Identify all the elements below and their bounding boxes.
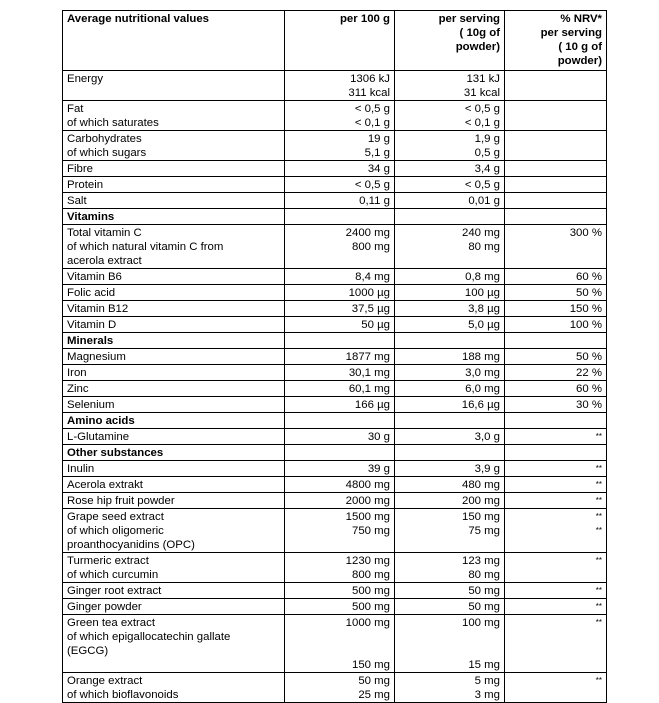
cell-line: Fibre xyxy=(67,163,93,175)
cell-line xyxy=(509,132,602,146)
cell-line: 3,0 g xyxy=(474,431,500,443)
cell-line: Vitamin D xyxy=(67,319,117,331)
per-100g-cell xyxy=(285,599,395,615)
empty-cell xyxy=(285,209,395,225)
cell-line: 3,0 mg xyxy=(465,367,500,379)
cell-line: ** xyxy=(595,586,602,595)
cell-line xyxy=(289,644,390,658)
cell-line: 800 mg xyxy=(352,241,390,253)
per-serving-cell xyxy=(395,429,505,445)
nutrition-table xyxy=(62,10,607,703)
cell-line: ** xyxy=(595,556,602,565)
per-100g-cell xyxy=(285,71,395,101)
cell-line: Selenium xyxy=(67,399,115,411)
cell-line: Carbohydrates xyxy=(67,133,142,145)
cell-line: of which curcumin xyxy=(67,569,159,581)
cell-line: 60,1 mg xyxy=(348,383,390,395)
per-100g-cell xyxy=(285,301,395,317)
cell-line: 80 mg xyxy=(468,569,500,581)
nutrient-name-cell xyxy=(63,317,285,333)
section-heading: Amino acids xyxy=(63,413,285,429)
cell-line: 300 % xyxy=(569,227,602,239)
nutrient-row xyxy=(63,583,607,599)
cell-line: Folic acid xyxy=(67,287,116,299)
nrv-cell xyxy=(505,509,607,553)
header-line: powder) xyxy=(455,41,500,53)
empty-cell xyxy=(395,445,505,461)
per-serving-cell xyxy=(395,477,505,493)
per-100g-cell xyxy=(285,381,395,397)
cell-line: Turmeric extract xyxy=(67,555,149,567)
header-line: ( 10 g of xyxy=(558,41,602,53)
cell-line: 31 kcal xyxy=(463,87,500,99)
empty-cell xyxy=(395,413,505,429)
nutrient-row xyxy=(63,301,607,317)
header-line: per serving xyxy=(540,27,602,39)
cell-line: Iron xyxy=(67,367,87,379)
nutrient-name-cell xyxy=(63,553,285,583)
cell-line: Magnesium xyxy=(67,351,126,363)
nrv-cell xyxy=(505,583,607,599)
cell-line: < 0,1 g xyxy=(464,117,500,129)
nrv-cell xyxy=(505,101,607,131)
cell-line: 60 % xyxy=(576,383,602,395)
nutrient-name-cell xyxy=(63,429,285,445)
nutrient-name-cell xyxy=(63,477,285,493)
per-serving-cell xyxy=(395,349,505,365)
per-serving-cell xyxy=(395,615,505,673)
nutrient-name-cell xyxy=(63,615,285,673)
cell-line: of which sugars xyxy=(67,147,147,159)
per-100g-cell xyxy=(285,269,395,285)
nutrient-name-cell xyxy=(63,461,285,477)
cell-line: 150 mg xyxy=(352,659,390,671)
nutrient-name-cell xyxy=(63,161,285,177)
cell-line: 50 % xyxy=(576,351,602,363)
per-100g-cell xyxy=(285,553,395,583)
per-100g-cell xyxy=(285,477,395,493)
nutrient-name-cell xyxy=(63,131,285,161)
nutrient-row xyxy=(63,285,607,301)
cell-line: Rose hip fruit powder xyxy=(67,495,175,507)
nutrient-row xyxy=(63,429,607,445)
nutrient-row xyxy=(63,225,607,269)
cell-line: 500 mg xyxy=(352,585,390,597)
per-100g-cell xyxy=(285,101,395,131)
section-heading: Minerals xyxy=(63,333,285,349)
per-100g-cell xyxy=(285,193,395,209)
cell-line xyxy=(509,102,602,116)
nrv-cell xyxy=(505,131,607,161)
cell-line: < 0,1 g xyxy=(354,117,390,129)
per-serving-cell xyxy=(395,509,505,553)
header-per-100g: per 100 g xyxy=(285,11,395,71)
nutrient-row xyxy=(63,131,607,161)
empty-cell xyxy=(505,413,607,429)
per-serving-cell xyxy=(395,381,505,397)
empty-cell xyxy=(395,333,505,349)
nrv-cell xyxy=(505,553,607,583)
cell-line: 800 mg xyxy=(352,569,390,581)
per-serving-cell xyxy=(395,301,505,317)
cell-line: 15 mg xyxy=(468,659,500,671)
nutrient-row xyxy=(63,553,607,583)
nrv-cell xyxy=(505,161,607,177)
cell-line: 0,5 g xyxy=(474,147,500,159)
cell-line: Orange extract xyxy=(67,675,143,687)
cell-line: ** xyxy=(595,526,602,535)
per-serving-cell xyxy=(395,71,505,101)
nrv-cell xyxy=(505,71,607,101)
cell-line: of which saturates xyxy=(67,117,159,129)
nrv-cell xyxy=(505,285,607,301)
nrv-cell xyxy=(505,615,607,673)
nutrition-table-body xyxy=(63,71,607,703)
cell-line: 39 g xyxy=(367,463,390,475)
nutrient-name-cell xyxy=(63,269,285,285)
cell-line: 50 mg xyxy=(468,601,500,613)
empty-cell xyxy=(395,209,505,225)
cell-line: of which natural vitamin C from xyxy=(67,241,224,253)
nutrient-name-cell xyxy=(63,509,285,553)
nutrient-row xyxy=(63,673,607,703)
per-serving-cell xyxy=(395,317,505,333)
cell-line: 75 mg xyxy=(468,525,500,537)
nutrient-row xyxy=(63,269,607,285)
per-100g-cell xyxy=(285,365,395,381)
cell-line: 1000 mg xyxy=(345,617,390,629)
empty-cell xyxy=(285,445,395,461)
cell-line: 60 % xyxy=(576,271,602,283)
nutrient-row xyxy=(63,397,607,413)
empty-cell xyxy=(505,445,607,461)
nutrient-name-cell xyxy=(63,301,285,317)
cell-line: < 0,5 g xyxy=(354,179,390,191)
per-serving-cell xyxy=(395,285,505,301)
header-nutrient: Average nutritional values xyxy=(63,11,285,71)
cell-line: 5,0 µg xyxy=(468,319,500,331)
nutrient-row xyxy=(63,71,607,101)
per-serving-cell xyxy=(395,397,505,413)
nrv-cell xyxy=(505,397,607,413)
cell-line: Vitamin B12 xyxy=(67,303,129,315)
nutrient-name-cell xyxy=(63,493,285,509)
cell-line: 3 mg xyxy=(474,689,500,701)
cell-line: 100 % xyxy=(569,319,602,331)
cell-line: 50 mg xyxy=(358,675,390,687)
nrv-cell xyxy=(505,317,607,333)
per-100g-cell xyxy=(285,583,395,599)
cell-line: ** xyxy=(595,480,602,489)
nutrient-row xyxy=(63,317,607,333)
cell-line: 123 mg xyxy=(462,555,500,567)
nutrient-name-cell xyxy=(63,193,285,209)
cell-line: 1306 kJ xyxy=(350,73,390,85)
per-100g-cell xyxy=(285,461,395,477)
cell-line: Ginger root extract xyxy=(67,585,162,597)
nutrient-row xyxy=(63,615,607,673)
empty-cell xyxy=(285,413,395,429)
per-serving-cell xyxy=(395,101,505,131)
nutrient-row xyxy=(63,365,607,381)
cell-line: 0,11 g xyxy=(359,195,390,207)
cell-line: 150 % xyxy=(569,303,602,315)
header-line: per serving xyxy=(438,13,500,25)
per-100g-cell xyxy=(285,397,395,413)
cell-line: 25 mg xyxy=(358,689,390,701)
nutrient-name-cell xyxy=(63,673,285,703)
cell-line xyxy=(509,178,602,192)
cell-line: 19 g xyxy=(367,133,390,145)
empty-cell xyxy=(285,333,395,349)
header-line: % NRV* xyxy=(560,13,602,25)
cell-line: 480 mg xyxy=(462,479,500,491)
nutrient-name-cell xyxy=(63,599,285,615)
per-100g-cell xyxy=(285,509,395,553)
cell-line: 16,6 µg xyxy=(461,399,500,411)
nutrient-name-cell xyxy=(63,177,285,193)
header-nrv xyxy=(505,11,607,71)
nrv-cell xyxy=(505,477,607,493)
cell-line xyxy=(509,72,602,86)
per-serving-cell xyxy=(395,161,505,177)
cell-line: 50 mg xyxy=(468,585,500,597)
header-row xyxy=(63,11,607,71)
per-serving-cell xyxy=(395,177,505,193)
cell-line: 0,01 g xyxy=(468,195,500,207)
section-heading: Other substances xyxy=(63,445,285,461)
cell-line: Ginger powder xyxy=(67,601,142,613)
nutrient-row xyxy=(63,381,607,397)
header-per-serving xyxy=(395,11,505,71)
cell-line: Vitamin B6 xyxy=(67,271,122,283)
section-row xyxy=(63,413,607,429)
cell-line: Energy xyxy=(67,73,104,85)
cell-line: 3,8 µg xyxy=(468,303,500,315)
cell-line: 30 g xyxy=(367,431,390,443)
cell-line xyxy=(399,630,500,644)
cell-line: 1877 mg xyxy=(345,351,390,363)
cell-line xyxy=(399,644,500,658)
per-100g-cell xyxy=(285,317,395,333)
per-serving-cell xyxy=(395,269,505,285)
nutrient-row xyxy=(63,101,607,131)
cell-line: 3,4 g xyxy=(474,163,500,175)
cell-line: ** xyxy=(595,618,602,627)
cell-line: 100 mg xyxy=(462,617,500,629)
cell-line: 30,1 mg xyxy=(348,367,390,379)
cell-line: 311 kcal xyxy=(348,87,390,99)
cell-line: Total vitamin C xyxy=(67,227,142,239)
cell-line: ** xyxy=(595,464,602,473)
nrv-cell xyxy=(505,493,607,509)
cell-line: 1,9 g xyxy=(474,133,500,145)
cell-line: Salt xyxy=(67,195,87,207)
nutrient-name-cell xyxy=(63,349,285,365)
cell-line: 100 µg xyxy=(464,287,500,299)
nutrient-name-cell xyxy=(63,101,285,131)
nutrient-row xyxy=(63,161,607,177)
nrv-cell xyxy=(505,301,607,317)
cell-line: (EGCG) xyxy=(67,645,109,657)
nutrient-row xyxy=(63,493,607,509)
cell-line xyxy=(509,162,602,176)
per-100g-cell xyxy=(285,429,395,445)
cell-line: 2000 mg xyxy=(345,495,390,507)
cell-line: proanthocyanidins (OPC) xyxy=(67,539,195,551)
cell-line: < 0,5 g xyxy=(354,103,390,115)
header-line: powder) xyxy=(557,55,602,67)
section-heading: Vitamins xyxy=(63,209,285,225)
nutrient-row xyxy=(63,349,607,365)
nrv-cell xyxy=(505,349,607,365)
nrv-cell xyxy=(505,365,607,381)
nrv-cell xyxy=(505,599,607,615)
nrv-cell xyxy=(505,193,607,209)
nrv-cell xyxy=(505,381,607,397)
empty-cell xyxy=(505,333,607,349)
nutrient-name-cell xyxy=(63,71,285,101)
cell-line: ** xyxy=(595,602,602,611)
per-serving-cell xyxy=(395,493,505,509)
cell-line: 22 % xyxy=(576,367,602,379)
cell-line: ** xyxy=(595,432,602,441)
cell-line: Inulin xyxy=(67,463,95,475)
nutrient-row xyxy=(63,599,607,615)
empty-cell xyxy=(505,209,607,225)
cell-line: acerola extract xyxy=(67,255,142,267)
cell-line: 8,4 mg xyxy=(355,271,390,283)
nutrient-row xyxy=(63,477,607,493)
cell-line: 240 mg xyxy=(462,227,500,239)
cell-line xyxy=(289,630,390,644)
cell-line: 750 mg xyxy=(352,525,390,537)
per-serving-cell xyxy=(395,599,505,615)
nutrient-name-cell xyxy=(63,397,285,413)
cell-line: 50 % xyxy=(576,287,602,299)
per-serving-cell xyxy=(395,461,505,477)
per-100g-cell xyxy=(285,493,395,509)
cell-line: 0,8 mg xyxy=(465,271,500,283)
per-100g-cell xyxy=(285,285,395,301)
per-100g-cell xyxy=(285,177,395,193)
cell-line: 5 mg xyxy=(474,675,500,687)
per-serving-cell xyxy=(395,365,505,381)
cell-line: of which epigallocatechin gallate xyxy=(67,631,231,643)
per-serving-cell xyxy=(395,131,505,161)
cell-line: of which bioflavonoids xyxy=(67,689,179,701)
nrv-cell xyxy=(505,461,607,477)
per-100g-cell xyxy=(285,615,395,673)
cell-line: 4800 mg xyxy=(345,479,390,491)
cell-line: Protein xyxy=(67,179,104,191)
nutrient-row xyxy=(63,461,607,477)
nutrient-name-cell xyxy=(63,583,285,599)
cell-line: 5,1 g xyxy=(364,147,390,159)
nutrient-row xyxy=(63,177,607,193)
nutrient-name-cell xyxy=(63,381,285,397)
cell-line: Fat xyxy=(67,103,84,115)
nutrient-name-cell xyxy=(63,285,285,301)
per-100g-cell xyxy=(285,225,395,269)
cell-line: Grape seed extract xyxy=(67,511,164,523)
per-serving-cell xyxy=(395,583,505,599)
nrv-cell xyxy=(505,269,607,285)
nutrient-name-cell xyxy=(63,225,285,269)
cell-line: Green tea extract xyxy=(67,617,156,629)
nrv-cell xyxy=(505,429,607,445)
per-serving-cell xyxy=(395,553,505,583)
cell-line: Acerola extrakt xyxy=(67,479,143,491)
cell-line: 30 % xyxy=(576,399,602,411)
cell-line: < 0,5 g xyxy=(464,103,500,115)
nrv-cell xyxy=(505,673,607,703)
cell-line: 3,9 g xyxy=(474,463,500,475)
cell-line: 50 µg xyxy=(361,319,390,331)
section-row xyxy=(63,333,607,349)
cell-line: 200 mg xyxy=(462,495,500,507)
per-100g-cell xyxy=(285,161,395,177)
header-line: ( 10g of xyxy=(459,27,500,39)
nrv-cell xyxy=(505,225,607,269)
cell-line: < 0,5 g xyxy=(464,179,500,191)
per-100g-cell xyxy=(285,131,395,161)
nutrient-row xyxy=(63,509,607,553)
cell-line: ** xyxy=(595,512,602,521)
cell-line xyxy=(509,194,602,208)
cell-line: 131 kJ xyxy=(466,73,500,85)
cell-line: 37,5 µg xyxy=(351,303,390,315)
cell-line: L-Glutamine xyxy=(67,431,130,443)
cell-line: of which oligomeric xyxy=(67,525,164,537)
cell-line: 2400 mg xyxy=(345,227,390,239)
section-row xyxy=(63,209,607,225)
nutrient-name-cell xyxy=(63,365,285,381)
cell-line: 1000 µg xyxy=(348,287,390,299)
per-serving-cell xyxy=(395,673,505,703)
cell-line: ** xyxy=(595,676,602,685)
section-row xyxy=(63,445,607,461)
cell-line: 150 mg xyxy=(462,511,500,523)
cell-line: 34 g xyxy=(367,163,390,175)
per-100g-cell xyxy=(285,673,395,703)
per-serving-cell xyxy=(395,193,505,209)
nutrient-row xyxy=(63,193,607,209)
cell-line: Zinc xyxy=(67,383,89,395)
cell-line: 500 mg xyxy=(352,601,390,613)
nrv-cell xyxy=(505,177,607,193)
cell-line: 188 mg xyxy=(462,351,500,363)
cell-line: 80 mg xyxy=(468,241,500,253)
per-serving-cell xyxy=(395,225,505,269)
cell-line: 1500 mg xyxy=(345,511,390,523)
cell-line: ** xyxy=(595,496,602,505)
cell-line: 166 µg xyxy=(354,399,390,411)
cell-line: 6,0 mg xyxy=(465,383,500,395)
per-100g-cell xyxy=(285,349,395,365)
cell-line: 1230 mg xyxy=(345,555,390,567)
